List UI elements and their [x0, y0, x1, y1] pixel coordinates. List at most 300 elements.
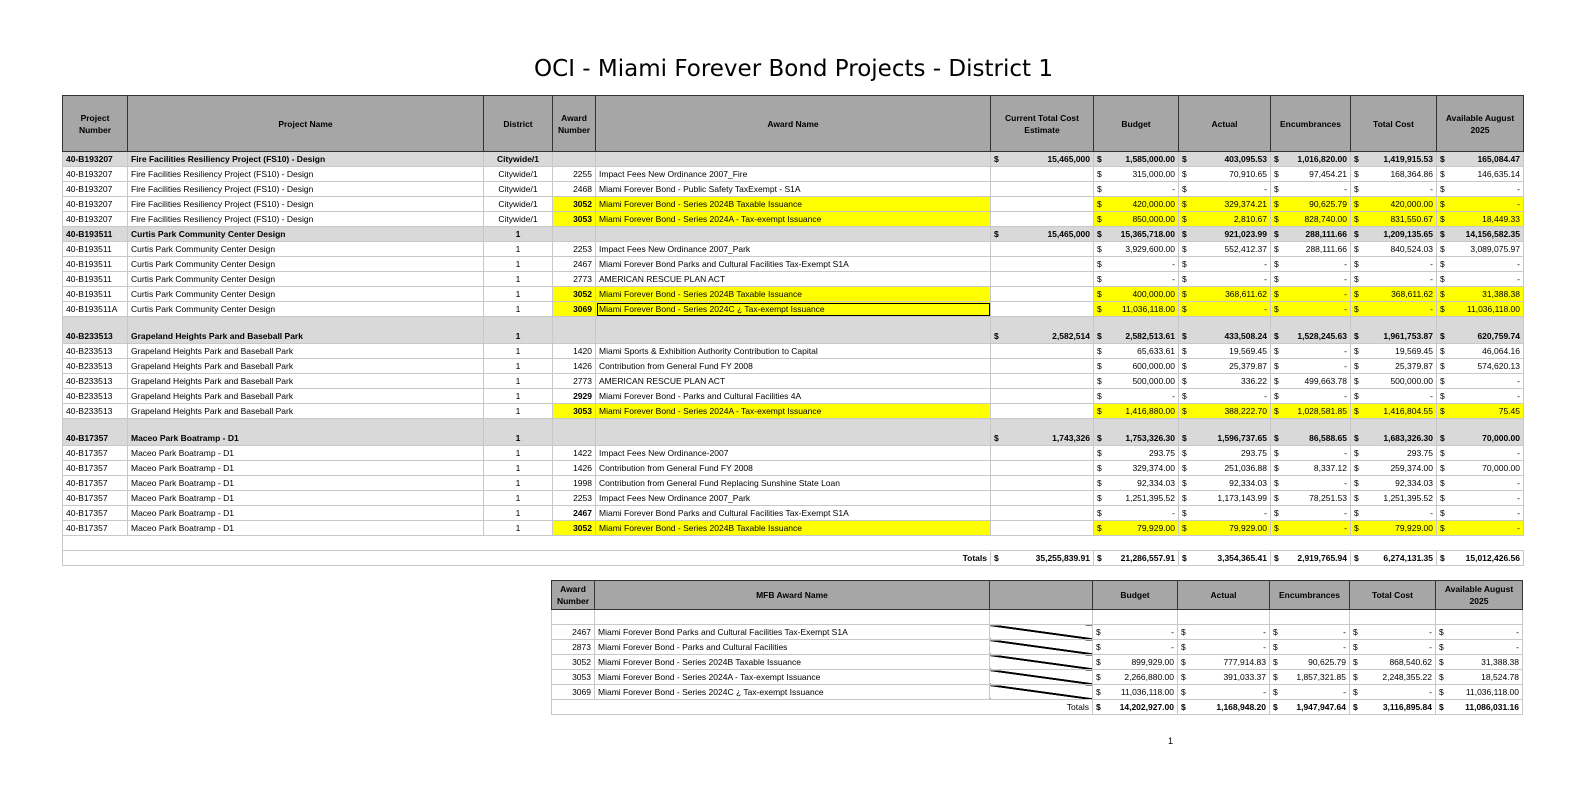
- district-cell: 1: [484, 476, 553, 491]
- currency-symbol: $: [1097, 433, 1102, 443]
- actual-cell-amount: -: [1264, 303, 1267, 314]
- encumbrances-cell-amount: 90,625.79: [1309, 198, 1347, 209]
- total-cost-cell: [1351, 359, 1437, 374]
- award-number-cell: 2773: [553, 374, 596, 389]
- total-cost-cell: [1351, 506, 1437, 521]
- available-cell-value: [1440, 390, 1520, 403]
- total-cost-cell: [1351, 491, 1437, 506]
- empty-cell: [1178, 610, 1270, 625]
- currency-symbol: $: [1440, 492, 1445, 503]
- currency-symbol: $: [1440, 243, 1445, 254]
- estimate-cell: [991, 491, 1094, 506]
- budget-cell-value: [1096, 686, 1174, 699]
- award-number-cell: 2253: [553, 491, 596, 506]
- header-total-cost: Total Cost: [1351, 96, 1437, 152]
- totals-actual: [1179, 551, 1271, 566]
- award-number-cell: 2255: [553, 167, 596, 182]
- actual-cell: [1179, 491, 1271, 506]
- currency-symbol: $: [994, 228, 999, 239]
- total-cost-cell-value: [1354, 330, 1433, 343]
- currency-symbol: $: [1440, 288, 1445, 299]
- actual-cell-amount: 403,095.53: [1224, 153, 1267, 164]
- currency-symbol: $: [1274, 492, 1279, 503]
- encumbrances-cell-value: [1273, 656, 1346, 669]
- available-cell: [1437, 197, 1524, 212]
- encumbrances-cell-value: [1274, 228, 1347, 241]
- currency-symbol: $: [1440, 168, 1445, 179]
- budget-cell-value: [1097, 198, 1175, 211]
- summary-totals-total-cost-amount: 3,116,895.84: [1382, 701, 1432, 712]
- currency-symbol: $: [1273, 686, 1278, 697]
- encumbrances-cell: [1271, 182, 1351, 197]
- encumbrances-cell-amount: 78,251.53: [1309, 492, 1347, 503]
- award-row: [63, 521, 1524, 536]
- total-cost-cell-amount: 293.75: [1407, 447, 1433, 458]
- budget-cell-value: [1097, 492, 1175, 505]
- actual-cell: [1179, 317, 1271, 344]
- available-cell-value: [1439, 671, 1519, 684]
- actual-cell-value: [1182, 288, 1267, 301]
- encumbrances-cell-amount: 8,337.12: [1313, 462, 1347, 473]
- currency-symbol: $: [1439, 641, 1444, 652]
- actual-cell: [1179, 167, 1271, 182]
- encumbrances-cell: [1271, 272, 1351, 287]
- budget-cell-amount: 3,929,600.00: [1125, 243, 1175, 254]
- project-number-cell: 40-B193207: [63, 167, 128, 182]
- currency-symbol: $: [994, 433, 999, 443]
- project-name-cell: Curtis Park Community Center Design: [128, 302, 484, 317]
- budget-cell: [1094, 491, 1179, 506]
- actual-cell-value: [1181, 626, 1266, 639]
- available-cell: [1437, 521, 1524, 536]
- actual-cell-value: [1182, 360, 1267, 373]
- currency-symbol: $: [1182, 273, 1187, 284]
- estimate-cell: [991, 152, 1094, 167]
- total-cost-cell-amount: 1,209,135.65: [1383, 228, 1433, 239]
- total-cost-cell-amount: 168,364.86: [1390, 168, 1433, 179]
- budget-cell: [1094, 419, 1179, 446]
- summary-totals-actual-value: [1181, 701, 1266, 714]
- award-row: [63, 242, 1524, 257]
- currency-symbol: $: [1354, 153, 1359, 164]
- available-cell: [1437, 272, 1524, 287]
- available-cell: [1437, 461, 1524, 476]
- currency-symbol: $: [1354, 522, 1359, 533]
- encumbrances-cell-amount: -: [1344, 273, 1347, 284]
- total-cost-cell-value: [1354, 153, 1433, 166]
- currency-symbol: $: [1354, 447, 1359, 458]
- summary-award-row: [552, 685, 1523, 700]
- total-cost-cell-value: [1354, 390, 1433, 403]
- award-name-cell: Miami Forever Bond - Series 2024B Taxable Issuance: [596, 521, 991, 536]
- currency-symbol: $: [1440, 522, 1445, 533]
- encumbrances-cell-value: [1274, 153, 1347, 166]
- currency-symbol: $: [1354, 168, 1359, 179]
- actual-cell: [1179, 389, 1271, 404]
- encumbrances-cell-value: [1274, 345, 1347, 358]
- total-cost-cell-value: [1354, 258, 1433, 271]
- total-cost-cell: [1351, 461, 1437, 476]
- project-number-cell: 40-B193511: [63, 287, 128, 302]
- encumbrances-cell-amount: 1,857,321.85: [1296, 671, 1346, 682]
- sum-header-award-name: MFB Award Name: [595, 581, 990, 610]
- encumbrances-cell: [1270, 625, 1350, 640]
- project-group-row: [63, 152, 1524, 167]
- actual-cell-amount: 293.75: [1241, 447, 1267, 458]
- available-cell-amount: 165,084.47: [1477, 153, 1520, 164]
- budget-cell: [1094, 446, 1179, 461]
- award-name-cell: [596, 152, 991, 167]
- currency-symbol: $: [1439, 671, 1444, 682]
- total-cost-cell: [1351, 287, 1437, 302]
- estimate-cell: [991, 317, 1094, 344]
- actual-cell: [1179, 212, 1271, 227]
- district-cell: 1: [484, 344, 553, 359]
- budget-cell-value: [1097, 288, 1175, 301]
- total-cost-cell: [1350, 685, 1436, 700]
- total-cost-cell: [1350, 625, 1436, 640]
- district-cell: 1: [484, 389, 553, 404]
- currency-symbol: $: [1182, 492, 1187, 503]
- project-number-cell: 40-B17357: [63, 476, 128, 491]
- available-cell: [1437, 374, 1524, 389]
- currency-symbol: $: [1440, 447, 1445, 458]
- estimate-cell-amount: 15,465,000: [1047, 153, 1090, 164]
- award-row: [63, 302, 1524, 317]
- currency-symbol: $: [1182, 213, 1187, 224]
- currency-symbol: $: [1097, 375, 1102, 386]
- actual-cell-value: [1182, 183, 1267, 196]
- actual-cell-amount: 921,023.99: [1224, 228, 1267, 239]
- project-name-cell: Maceo Park Boatramp - D1: [128, 491, 484, 506]
- currency-symbol: $: [1097, 198, 1102, 209]
- encumbrances-cell-value: [1274, 462, 1347, 475]
- encumbrances-cell-value: [1274, 303, 1347, 316]
- budget-cell-amount: 2,582,513.61: [1125, 331, 1175, 341]
- currency-symbol: $: [1181, 656, 1186, 667]
- currency-symbol: $: [1181, 641, 1186, 652]
- award-name-cell: Contribution from General Fund FY 2008: [596, 359, 991, 374]
- available-cell-amount: -: [1517, 183, 1520, 194]
- currency-symbol: $: [1182, 477, 1187, 488]
- currency-symbol: $: [1440, 462, 1445, 473]
- actual-cell: [1179, 242, 1271, 257]
- actual-cell-value: [1182, 405, 1267, 418]
- encumbrances-cell: [1271, 242, 1351, 257]
- project-name-cell: Curtis Park Community Center Design: [128, 257, 484, 272]
- budget-cell-value: [1097, 390, 1175, 403]
- available-cell-value: [1440, 228, 1520, 241]
- actual-cell-value: [1182, 447, 1267, 460]
- award-row: [63, 491, 1524, 506]
- available-cell-amount: 574,620.13: [1477, 360, 1520, 371]
- award-row: [63, 389, 1524, 404]
- totals-encumbrances-value: [1274, 552, 1347, 565]
- total-cost-cell: [1350, 640, 1436, 655]
- available-cell-value: [1439, 686, 1519, 699]
- budget-cell-value: [1096, 656, 1174, 669]
- sum-header-blank: [990, 581, 1093, 610]
- actual-cell-amount: 433,508.24: [1224, 331, 1267, 341]
- award-number-cell: 1420: [553, 344, 596, 359]
- currency-symbol: $: [1439, 686, 1444, 697]
- currency-symbol: $: [1440, 375, 1445, 386]
- total-cost-cell-value: [1354, 228, 1433, 241]
- currency-symbol: $: [1274, 183, 1279, 194]
- district-cell: 1: [484, 461, 553, 476]
- encumbrances-cell: [1271, 419, 1351, 446]
- encumbrances-cell: [1271, 227, 1351, 242]
- budget-cell: [1094, 521, 1179, 536]
- available-cell-value: [1440, 477, 1520, 490]
- estimate-cell: [991, 461, 1094, 476]
- currency-symbol: $: [1097, 360, 1102, 371]
- actual-cell: [1179, 461, 1271, 476]
- project-name-cell: Maceo Park Boatramp - D1: [128, 521, 484, 536]
- total-cost-cell-value: [1354, 198, 1433, 211]
- totals-encumbrances: [1271, 551, 1351, 566]
- project-number-cell: 40-B193207: [63, 152, 128, 167]
- project-number-cell: 40-B233513: [63, 317, 128, 344]
- budget-cell-amount: -: [1172, 390, 1175, 401]
- empty-cell: [1436, 610, 1523, 625]
- project-name-cell: Grapeland Heights Park and Baseball Park: [128, 359, 484, 374]
- currency-symbol: $: [1182, 243, 1187, 254]
- available-cell: [1437, 227, 1524, 242]
- award-number-cell: [553, 317, 596, 344]
- available-cell: [1437, 419, 1524, 446]
- encumbrances-cell-value: [1274, 432, 1347, 445]
- available-cell-value: [1440, 198, 1520, 211]
- available-cell-amount: -: [1517, 273, 1520, 284]
- encumbrances-cell: [1271, 476, 1351, 491]
- currency-symbol: $: [1097, 477, 1102, 488]
- available-cell: [1437, 242, 1524, 257]
- total-cost-cell-value: [1354, 507, 1433, 520]
- actual-cell: [1179, 287, 1271, 302]
- actual-cell-amount: 777,914.83: [1223, 656, 1266, 667]
- page-number: 1: [1168, 736, 1174, 746]
- estimate-cell: [991, 257, 1094, 272]
- project-number-cell: 40-B193511: [63, 257, 128, 272]
- budget-cell: [1093, 685, 1178, 700]
- actual-cell: [1179, 152, 1271, 167]
- estimate-cell: [991, 197, 1094, 212]
- estimate-cell: [991, 506, 1094, 521]
- currency-symbol: $: [1181, 626, 1186, 637]
- available-cell-value: [1440, 492, 1520, 505]
- budget-cell-amount: 11,036,118.00: [1120, 686, 1174, 697]
- budget-cell-amount: -: [1172, 258, 1175, 269]
- award-name-cell: Contribution from General Fund Replacing Sunshine State Loan: [596, 476, 991, 491]
- currency-symbol: $: [1440, 552, 1445, 563]
- available-cell-amount: -: [1517, 198, 1520, 209]
- total-cost-cell: [1351, 389, 1437, 404]
- actual-cell-value: [1182, 273, 1267, 286]
- header-district: District: [484, 96, 553, 152]
- actual-cell: [1179, 521, 1271, 536]
- budget-cell: [1093, 625, 1178, 640]
- currency-symbol: $: [1182, 303, 1187, 314]
- currency-symbol: $: [1354, 477, 1359, 488]
- currency-symbol: $: [1440, 228, 1445, 239]
- currency-symbol: $: [1354, 375, 1359, 386]
- encumbrances-cell-value: [1274, 273, 1347, 286]
- budget-cell-amount: 600,000.00: [1132, 360, 1175, 371]
- available-cell-amount: -: [1517, 390, 1520, 401]
- available-cell-value: [1440, 288, 1520, 301]
- district-cell: 1: [484, 521, 553, 536]
- budget-cell-amount: 65,633.61: [1137, 345, 1175, 356]
- actual-cell-amount: -: [1264, 258, 1267, 269]
- project-group-row: [63, 419, 1524, 446]
- total-cost-cell: [1351, 212, 1437, 227]
- budget-cell-amount: -: [1171, 626, 1174, 637]
- encumbrances-cell: [1270, 655, 1350, 670]
- main-projects-table: [62, 95, 1524, 566]
- total-cost-cell-amount: 79,929.00: [1395, 522, 1433, 533]
- project-number-cell: 40-B17357: [63, 446, 128, 461]
- award-number-cell: 2929: [553, 389, 596, 404]
- currency-symbol: $: [1354, 288, 1359, 299]
- actual-cell-amount: 388,222.70: [1224, 405, 1267, 416]
- header-actual: Actual: [1179, 96, 1271, 152]
- project-number-cell: 40-B193207: [63, 212, 128, 227]
- budget-cell-value: [1096, 671, 1174, 684]
- currency-symbol: $: [1354, 462, 1359, 473]
- actual-cell-value: [1181, 641, 1266, 654]
- budget-cell-value: [1097, 477, 1175, 490]
- currency-symbol: $: [1274, 522, 1279, 533]
- available-cell-value: [1440, 183, 1520, 196]
- project-number-cell: 40-B233513: [63, 344, 128, 359]
- award-name-cell: Miami Forever Bond - Parks and Cultural Facilities: [595, 640, 990, 655]
- encumbrances-cell: [1271, 257, 1351, 272]
- award-row: [63, 272, 1524, 287]
- actual-cell-amount: 2,810.67: [1233, 213, 1267, 224]
- currency-symbol: $: [1354, 303, 1359, 314]
- budget-cell-amount: 79,929.00: [1137, 522, 1175, 533]
- project-group-row: [63, 317, 1524, 344]
- budget-cell-value: [1097, 243, 1175, 256]
- available-cell-value: [1440, 330, 1520, 343]
- total-cost-cell-amount: 1,251,395.52: [1383, 492, 1433, 503]
- total-cost-cell-value: [1354, 213, 1433, 226]
- award-number-cell: 3052: [553, 521, 596, 536]
- total-cost-cell-amount: -: [1430, 273, 1433, 284]
- currency-symbol: $: [1440, 345, 1445, 356]
- budget-cell-value: [1097, 360, 1175, 373]
- encumbrances-cell-amount: -: [1343, 626, 1346, 637]
- currency-symbol: $: [1440, 433, 1445, 443]
- available-cell-amount: 75.45: [1498, 405, 1520, 416]
- currency-symbol: $: [1182, 183, 1187, 194]
- available-cell: [1437, 446, 1524, 461]
- totals-estimate: [991, 551, 1094, 566]
- currency-symbol: $: [1354, 360, 1359, 371]
- encumbrances-cell-value: [1274, 390, 1347, 403]
- encumbrances-cell-value: [1273, 671, 1346, 684]
- summary-totals-total-cost-value: [1353, 701, 1432, 714]
- currency-symbol: $: [1097, 228, 1102, 239]
- estimate-cell-amount: 15,465,000: [1047, 228, 1090, 239]
- district-cell: Citywide/1: [484, 152, 553, 167]
- empty-cell: [1270, 610, 1350, 625]
- empty-cell: [1093, 610, 1178, 625]
- estimate-cell-value: [994, 153, 1090, 166]
- total-cost-cell-value: [1354, 477, 1433, 490]
- totals-row: [63, 551, 1524, 566]
- slash-cell: [990, 655, 1093, 670]
- summary-totals-budget-value: [1096, 701, 1174, 714]
- estimate-cell: [991, 242, 1094, 257]
- actual-cell-value: [1182, 153, 1267, 166]
- award-number-cell: 3052: [553, 197, 596, 212]
- encumbrances-cell-value: [1274, 522, 1347, 535]
- encumbrances-cell: [1271, 446, 1351, 461]
- spacer-cell: [63, 536, 1524, 551]
- available-cell-value: [1440, 447, 1520, 460]
- available-cell: [1437, 317, 1524, 344]
- budget-cell-value: [1097, 183, 1175, 196]
- currency-symbol: $: [1354, 243, 1359, 254]
- budget-cell-amount: 1,753,326.30: [1125, 433, 1175, 443]
- total-cost-cell-amount: 831,550.67: [1390, 213, 1433, 224]
- encumbrances-cell-amount: 1,016,820.00: [1297, 153, 1347, 164]
- available-cell: [1437, 404, 1524, 419]
- currency-symbol: $: [1097, 345, 1102, 356]
- project-number-cell: 40-B17357: [63, 506, 128, 521]
- encumbrances-cell-value: [1274, 375, 1347, 388]
- award-number-cell: 3052: [553, 287, 596, 302]
- total-cost-cell: [1351, 419, 1437, 446]
- encumbrances-cell: [1271, 359, 1351, 374]
- sum-header-encumbrances: Encumbrances: [1270, 581, 1350, 610]
- budget-cell: [1093, 670, 1178, 685]
- award-number-cell: [553, 152, 596, 167]
- available-cell-amount: -: [1517, 375, 1520, 386]
- encumbrances-cell-value: [1274, 198, 1347, 211]
- actual-cell-amount: 368,611.62: [1225, 288, 1267, 299]
- award-row: [63, 404, 1524, 419]
- district-cell: 1: [484, 419, 553, 446]
- total-cost-cell-value: [1354, 405, 1433, 418]
- estimate-cell-value: [994, 432, 1090, 445]
- available-cell-value: [1440, 345, 1520, 358]
- encumbrances-cell: [1270, 670, 1350, 685]
- award-name-cell: Miami Forever Bond Parks and Cultural Facilities Tax-Exempt S1A: [596, 257, 991, 272]
- currency-symbol: $: [1274, 447, 1279, 458]
- page-title: OCI - Miami Forever Bond Projects - District 1: [534, 56, 1053, 82]
- available-cell-amount: -: [1516, 626, 1519, 637]
- totals-estimate-amount: 35,255,839.91: [1035, 552, 1090, 563]
- currency-symbol: $: [1097, 303, 1102, 314]
- estimate-cell: [991, 521, 1094, 536]
- budget-cell-amount: 400,000.00: [1132, 288, 1175, 299]
- currency-symbol: $: [1182, 345, 1187, 356]
- total-cost-cell-amount: -: [1429, 626, 1432, 637]
- available-cell-amount: -: [1517, 522, 1520, 533]
- total-cost-cell-value: [1354, 183, 1433, 196]
- estimate-cell: [991, 227, 1094, 242]
- currency-symbol: $: [1274, 375, 1279, 386]
- summary-award-row: [552, 655, 1523, 670]
- summary-award-row: [552, 625, 1523, 640]
- available-cell: [1437, 389, 1524, 404]
- header-project-name: Project Name: [128, 96, 484, 152]
- estimate-cell: [991, 359, 1094, 374]
- currency-symbol: $: [1097, 492, 1102, 503]
